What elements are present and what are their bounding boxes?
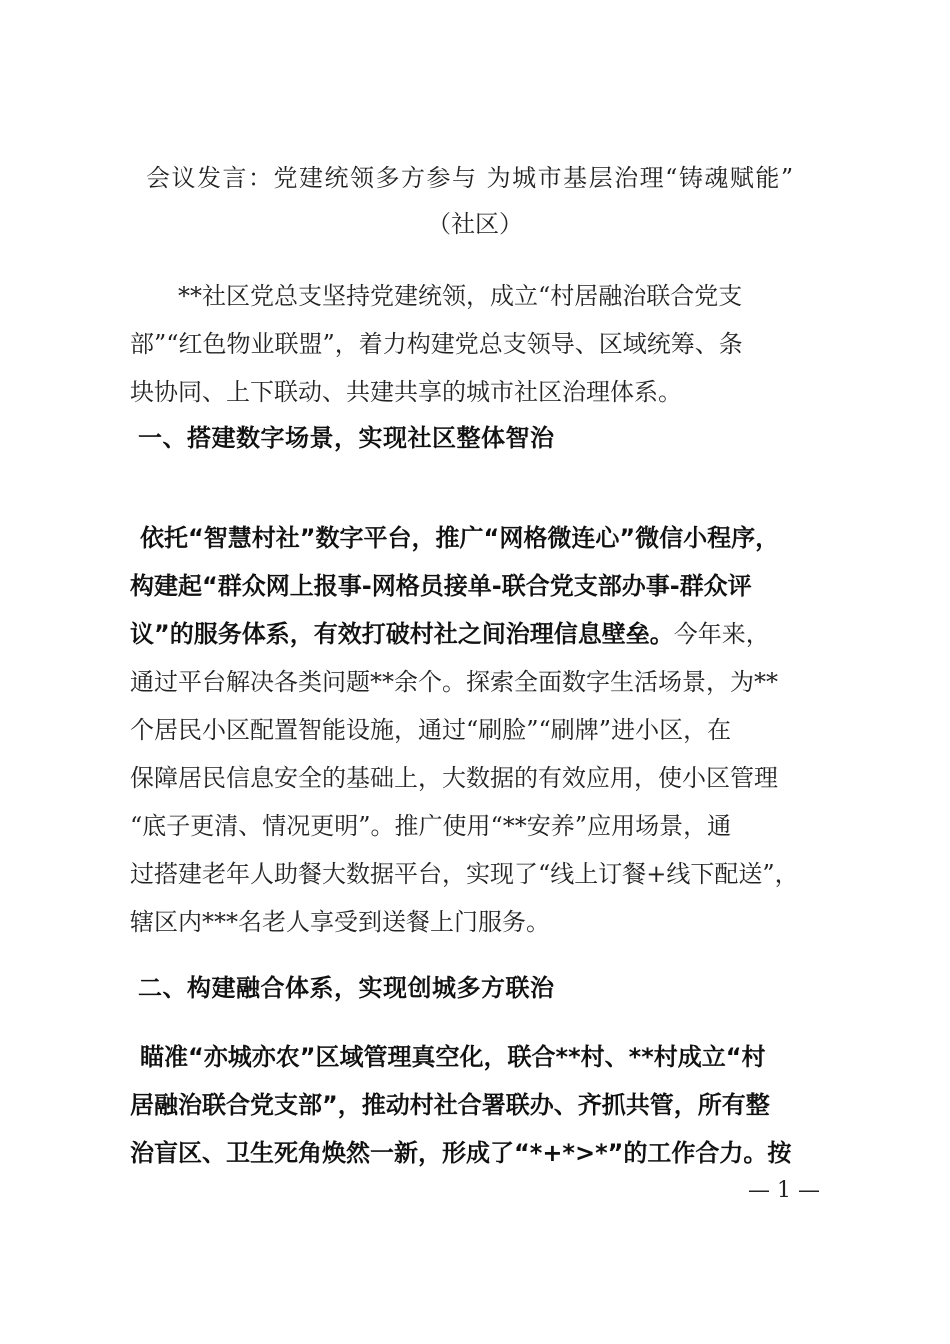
section2-bold-line: 居融治联合党支部”，推动村社合署联办、齐抓共管，所有整 xyxy=(130,1091,770,1119)
intro-line: 块协同、上下联动、共建共享的城市社区治理体系。 xyxy=(130,378,682,406)
document-subtitle: （社区） xyxy=(427,210,523,238)
section2-paragraph xyxy=(130,1033,791,1177)
section1-normal-line: 辖区内***名老人享受到送餐上门服务。 xyxy=(130,908,550,936)
intro-paragraph xyxy=(130,272,743,416)
section1-normal-line: 个居民小区配置智能设施，通过“刷脸”“刷牌”进小区，在 xyxy=(130,716,732,744)
intro-line: **社区党总支坚持党建统领，成立“村居融治联合党支 xyxy=(178,282,743,310)
page-number: — 1 — xyxy=(748,1178,820,1203)
section2-heading: 二、构建融合体系，实现创城多方联治 xyxy=(138,974,555,1002)
section1-mixed-line xyxy=(130,610,779,658)
section1-mixed-normal: 今年来， xyxy=(673,620,770,648)
section1-normal-line: “底子更清、情况更明”。推广使用“**安养”应用场景，通 xyxy=(130,812,732,840)
section1-bold-line: 依托“智慧村社”数字平台，推广“网格微连心”微信小程序， xyxy=(140,524,780,552)
section1-mixed-bold: 议”的服务体系，有效打破村社之间治理信息壁垒。 xyxy=(130,620,674,648)
section1-normal-line: 过搭建老年人助餐大数据平台，实现了“线上订餐+线下配送”， xyxy=(130,860,799,888)
section2-bold-line: 瞄准“亦城亦农”区域管理真空化，联合**村、**村成立“村 xyxy=(140,1043,766,1071)
section1-heading: 一、搭建数字场景，实现社区整体智治 xyxy=(138,424,555,452)
section1-normal-line: 保障居民信息安全的基础上，大数据的有效应用，使小区管理 xyxy=(130,764,778,792)
section2-bold-line: 治盲区、卫生死角焕然一新，形成了“*+*>*”的工作合力。按 xyxy=(130,1139,792,1167)
section1-normal-line: 通过平台解决各类问题**余个。探索全面数字生活场景，为** xyxy=(130,668,778,696)
document-title: 会议发言：党建统领多方参与 为城市基层治理“铸魂赋能” xyxy=(146,164,795,192)
section1-bold-line: 构建起“群众网上报事-网格员接单-联合党支部办事-群众评 xyxy=(130,572,752,600)
section1-normal-paragraph xyxy=(130,658,799,946)
section1-paragraph xyxy=(130,514,779,658)
intro-line: 部”“红色物业联盟”，着力构建党总支领导、区域统筹、条 xyxy=(130,330,743,358)
